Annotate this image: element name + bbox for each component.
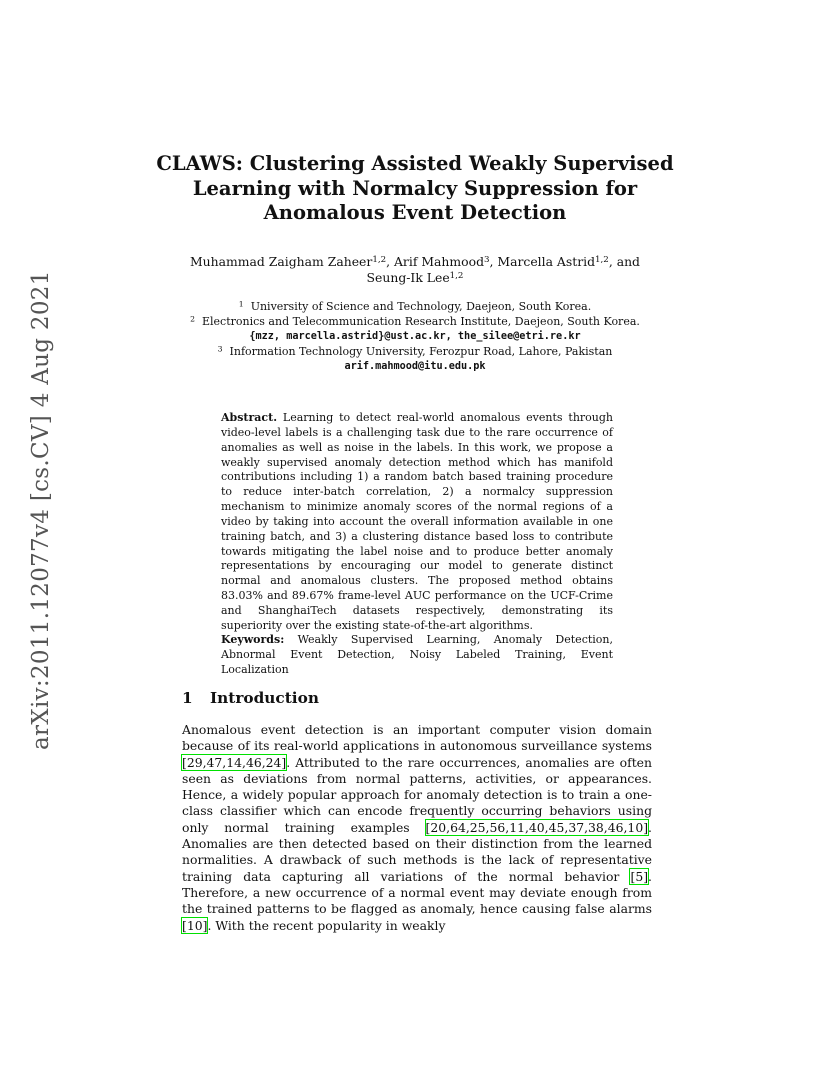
author-affil-sup: 1,2 — [449, 271, 464, 282]
section-number: 1 — [182, 689, 193, 707]
citation-link[interactable]: [20,64,25,56,11,40,45,37,38,46,10] — [425, 819, 649, 835]
affiliation-1: $^1$ University of Science and Technology, Daejeon, South Korea. — [238, 299, 592, 313]
keywords-label: Keywords: — [221, 633, 285, 646]
author-name: Seung-Ik Lee — [366, 270, 450, 285]
citation-link[interactable]: [5] — [630, 868, 649, 884]
abstract-text: Learning to detect real-world anomalous events through video-level labels is a challenging task due to the rare occurrence of anomalies as well as noise in the labels. In this work, we propose a weakly supervised anomaly detection method which has manifold contributions including 1) a random batch based training procedure to reduce inter-batch correlation, 2) a normalcy suppression mechanism to minimize anomaly scores of the normal regions of a video by taking into account the overall information available in one training batch, and 3) a clustering distance based loss to contribute towards mitigating the label noise and to produce better anomaly representations by encouraging our model to generate distinct normal and anomalous clusters. The proposed method obtains 83.03% and 89.67% frame-level AUC performance on the UCF-Crime and ShanghaiTech datasets respectively, demonstrating its superiority over the existing state-of-the-art algorithms. — [221, 411, 613, 632]
author-affil-sup: 1,2 — [595, 255, 609, 266]
title-line: Anomalous Event Detection — [263, 201, 567, 224]
citation-link[interactable]: [29,47,14,46,24] — [182, 754, 287, 770]
title-line: CLAWS: Clustering Assisted Weakly Supervised — [156, 152, 674, 175]
author-affil-sup: 1,2 — [372, 255, 387, 266]
paper-title — [130, 152, 700, 226]
section-heading — [182, 689, 582, 707]
intro-paragraph: Anomalous event detection is an important computer vision domain because of its real-world applications in autonomous surveillance systems [29,47,14,46,24]. Attributed to the rare occurrences, anomalies are often seen as deviations from normal patterns, activities, or appearances. Hence, a widely popular approach for anomaly detection is to train a one-class classifier which can encode frequently occurring behaviors using only normal training examples [20,64,25,56,11,40,45,37,38,46,10]. Anomalies are then detected based on their distinction from the learned normalities. A drawback of such methods is the lack of representative training data capturing all variations of the normal behavior [5]. Therefore, a new occurrence of a normal event may deviate enough from the trained patterns to be flagged as anomaly, hence causing false alarms [10]. With the recent popularity in weakly — [182, 722, 652, 933]
keywords — [221, 633, 613, 678]
section-title: Introduction — [210, 689, 319, 707]
author-list: Muhammad Zaigham Zaheer$^{1,2}$, Arif Mahmood$^3$, Marcella Astrid$^{1,2}$, and Seung-Ik Lee$^{1,2}$ — [190, 254, 640, 285]
affiliations — [150, 299, 680, 374]
title-line: Learning with Normalcy Suppression for — [192, 176, 638, 200]
abstract — [221, 411, 613, 634]
author-name: Marcella Astrid — [497, 254, 596, 269]
arxiv-stamp[interactable]: arXiv:2011.12077v4 [cs.CV] 4 Aug 2021 — [28, 270, 54, 750]
affiliation-2: $^2$ Electronics and Telecommunication Research Institute, Daejeon, South Korea. — [190, 314, 640, 328]
abstract-label: Abstract. — [221, 411, 278, 424]
citation-link[interactable]: [10] — [182, 917, 208, 933]
author-affil-sup: 3 — [484, 255, 490, 266]
email-line[interactable]: arif.mahmood@itu.edu.pk — [344, 361, 486, 372]
author-name: Muhammad Zaigham Zaheer — [190, 254, 373, 269]
email-line[interactable]: {mzz, marcella.astrid}@ust.ac.kr, the_silee@etri.re.kr — [249, 331, 581, 342]
affiliation-3: $^3$ Information Technology University, Ferozpur Road, Lahore, Pakistan — [217, 344, 613, 358]
author-name: Arif Mahmood — [393, 254, 484, 269]
keywords-text: Weakly Supervised Learning, Anomaly Detection, Abnormal Event Detection, Noisy Labeled Training, Event Localization — [221, 633, 613, 676]
